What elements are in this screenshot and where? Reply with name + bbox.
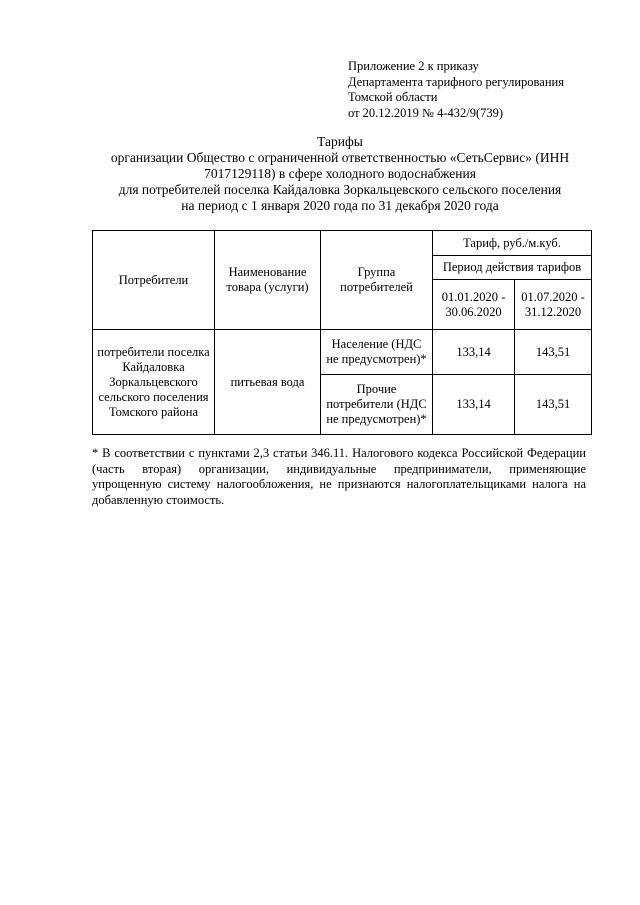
title-heading: Тарифы: [317, 134, 363, 149]
tariff-value-cell: 143,51: [515, 330, 592, 375]
header-row: [93, 231, 592, 256]
title-line: для потребителей поселка Кайдаловка Зоркальцевского сельского поселения: [118, 182, 562, 197]
header-consumers: Потребители: [93, 231, 215, 330]
title-line: организации Общество с ограниченной ответственностью «СетьСервис» (ИНН: [110, 150, 570, 165]
appendix-line: Томской области: [348, 90, 438, 104]
tariff-value-cell: 133,14: [433, 375, 515, 435]
tariff-value-cell: 133,14: [433, 330, 515, 375]
title-period: на период с 1 января 2020 года по 31 декабря 2020 года: [181, 198, 499, 213]
header-period-1: 01.01.2020 - 30.06.2020: [433, 280, 515, 330]
header-group: Группа потребителей: [321, 231, 433, 330]
group-cell: Прочие потребители (НДС не предусмотрен)*: [321, 375, 433, 435]
product-cell: питьевая вода: [215, 330, 321, 435]
header-period: Период действия тарифов: [433, 256, 592, 280]
header-period-2: 01.07.2020 - 31.12.2020: [515, 280, 592, 330]
appendix-order-date: от 20.12.2019 № 4-432/9(739): [348, 105, 504, 120]
title-line: 7017129118) в сфере холодного водоснабжения: [204, 166, 476, 181]
appendix-line: Приложение 2 к приказу: [348, 59, 479, 73]
document-title: [90, 134, 590, 214]
group-cell: Население (НДС не предусмотрен)*: [321, 330, 433, 375]
consumer-cell: потребители поселка Кайдаловка Зоркальцевского сельского поселения Томского района: [93, 330, 215, 435]
footnote: * В соответствии с пунктами 2,3 статьи 346.11. Налогового кодекса Российской Федерации (часть вторая) организации, индивидуальные предприниматели, применяющие упрощенную систему налогообложения, не признаются налогоплательщиками налога на добавленную стоимость.: [92, 446, 586, 507]
header-tariff: Тариф, руб./м.куб.: [433, 231, 592, 256]
tariff-value-cell: 143,51: [515, 375, 592, 435]
table-row: [93, 330, 592, 375]
header-product: Наименование товара (услуги): [215, 231, 321, 330]
tariff-table: [92, 230, 592, 435]
appendix-header: [348, 59, 564, 121]
appendix-line: Департамента тарифного регулирования: [348, 74, 564, 89]
